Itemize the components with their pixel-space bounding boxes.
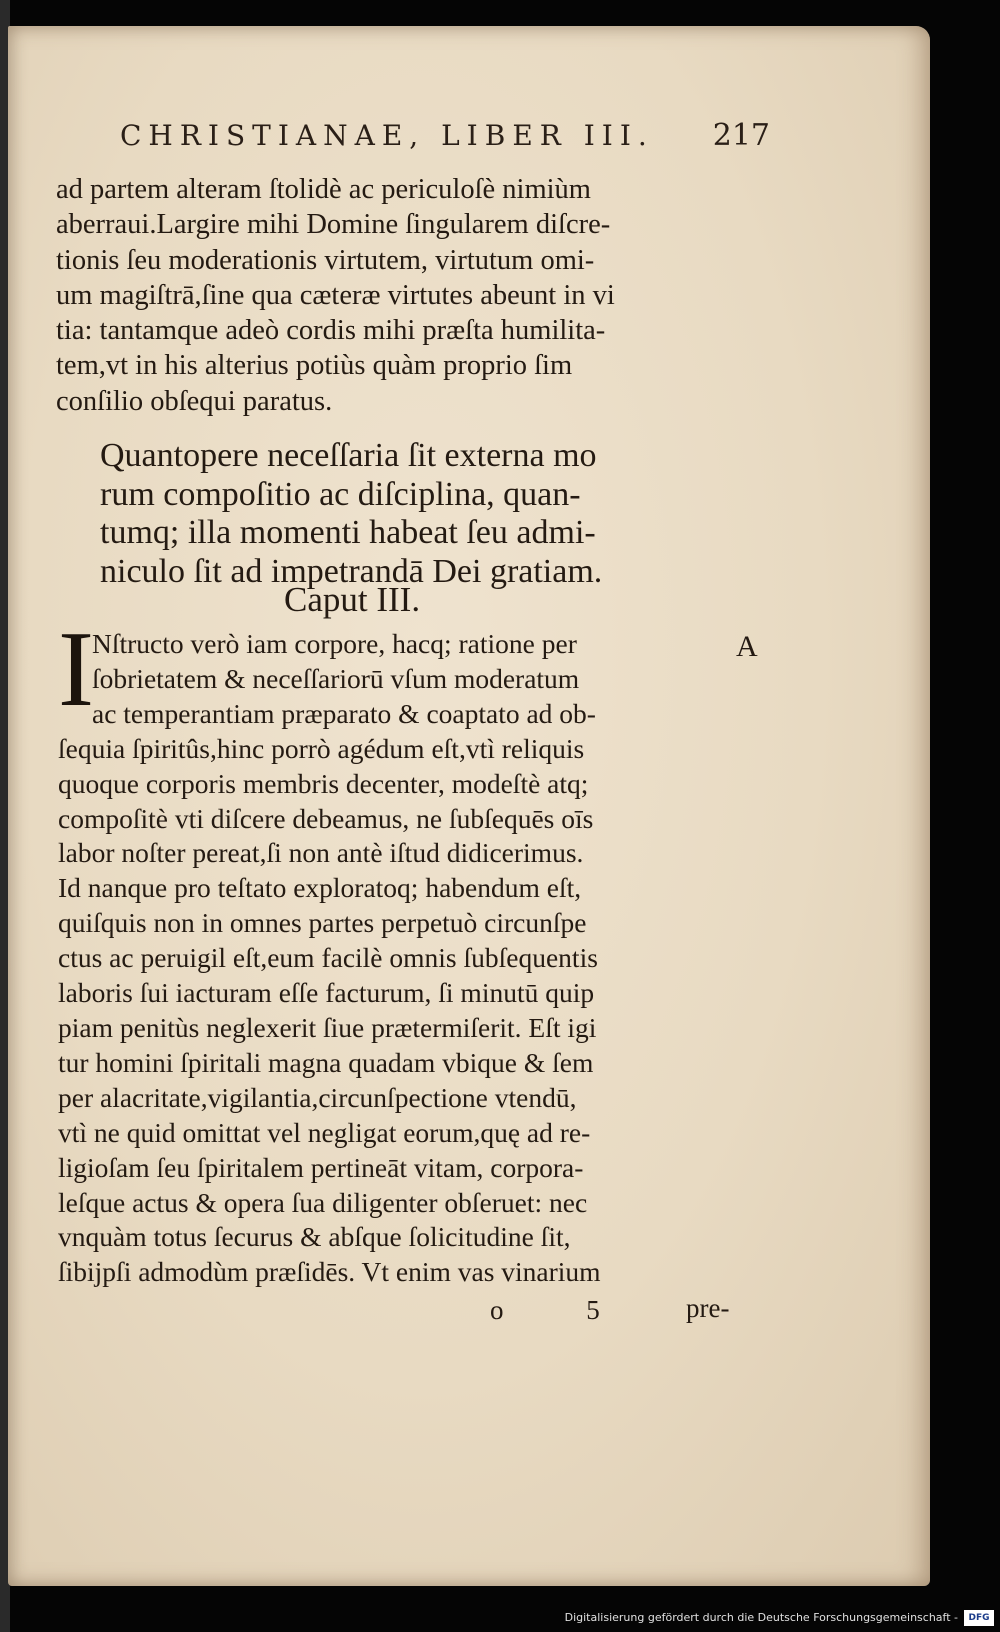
page-number: 217 xyxy=(712,118,770,153)
text-line: vnquàm totus ſecurus & abſque ſolicitudine ſit, xyxy=(58,1221,571,1253)
text-line: aberraui.Largire mihi Domine ſingularem diſcre- xyxy=(56,209,611,241)
text-line: conſilio obſequi paratus. xyxy=(56,385,333,417)
running-head-title: CHRISTIANAE, LIBER III. xyxy=(120,119,654,152)
running-head xyxy=(120,118,770,158)
text-line: quiſquis non in omnes partes perpetuò circunſpe xyxy=(58,907,587,939)
chapter-number: Caput III. xyxy=(284,580,421,619)
signature-mark: o 5 xyxy=(490,1295,638,1325)
drop-cap-initial: I xyxy=(58,610,94,729)
paragraph-prayer xyxy=(56,172,736,419)
chapter-body xyxy=(58,627,758,1290)
heading-line: tumq; illa momenti habeat ſeu admi- xyxy=(100,514,596,551)
text-line: ac temperantiam præparato & coaptato ad ob- xyxy=(92,697,596,729)
text-line: ſequia ſpiritûs,hinc porrò agédum eſt,vtì reliquis xyxy=(58,732,585,764)
dfg-logo-badge: DFG xyxy=(964,1610,994,1626)
text-line: um magiſtrā,ſine qua cæteræ virtutes abeunt in vi xyxy=(56,279,615,311)
catchword: pre- xyxy=(686,1293,730,1323)
text-line: compoſitè vti diſcere debeamus, ne ſubſequēs oīs xyxy=(58,802,594,834)
text-line: labor noſter pereat,ſi non antè iſtud didicerimus. xyxy=(58,837,584,869)
text-line: Nſtructo verò iam corpore, hacq; ratione per xyxy=(92,628,577,659)
heading-line: niculo ſit ad impetrandā Dei gratiam. xyxy=(100,552,603,590)
text-line: leſque actus & opera ſua diligenter obſeruet: nec xyxy=(58,1186,588,1218)
heading-line: Quantopere neceſſaria ſit externa mo xyxy=(100,437,597,474)
text-line: ctus ac peruigil eſt,eum facilè omnis ſubſequentis xyxy=(58,942,598,974)
heading-line: rum compoſitio ac diſciplina, quan- xyxy=(100,475,581,513)
text-line: quoque corporis membris decenter, modeſtè atq; xyxy=(58,767,589,799)
text-line: ſobrietatem & neceſſariorū vſum moderatum xyxy=(92,662,580,694)
margin-letter: A xyxy=(736,630,758,663)
text-line: ad partem alteram ſtolidè ac periculoſè nimiùm xyxy=(56,174,591,205)
text-line: Id nanque pro teſtato exploratoq; habendum eſt, xyxy=(58,872,582,904)
text-line: piam penitùs neglexerit ſiue prætermiſerit. Eſt igi xyxy=(58,1011,597,1043)
text-line: laboris ſui iacturam eſſe facturum, ſi minutū quip xyxy=(58,977,595,1009)
digitization-credit: Digitalisierung gefördert durch die Deutsche Forschungsgemeinschaft - xyxy=(564,1611,958,1624)
text-line: ſibijpſi admodùm præſidēs. Vt enim vas vinarium xyxy=(58,1256,601,1288)
text-line: ligioſam ſeu ſpiritalem pertineāt vitam, corpora- xyxy=(58,1151,584,1183)
text-line: tur homini ſpiritali magna quadam vbique & ſem xyxy=(58,1046,594,1078)
text-line: tem,vt in his alterius potiùs quàm proprio ſim xyxy=(56,350,573,382)
text-line: tionis ſeu moderationis virtutem, virtutum omi- xyxy=(56,244,595,276)
text-line: tia: tantamque adeò cordis mihi præſta humilita- xyxy=(56,315,606,347)
text-line: vtì ne quid omittat vel negligat eorum,quę ad re- xyxy=(58,1116,591,1148)
text-line: per alacritate,vigilantia,circunſpectione vtendū, xyxy=(58,1081,577,1113)
chapter-heading xyxy=(100,437,740,591)
